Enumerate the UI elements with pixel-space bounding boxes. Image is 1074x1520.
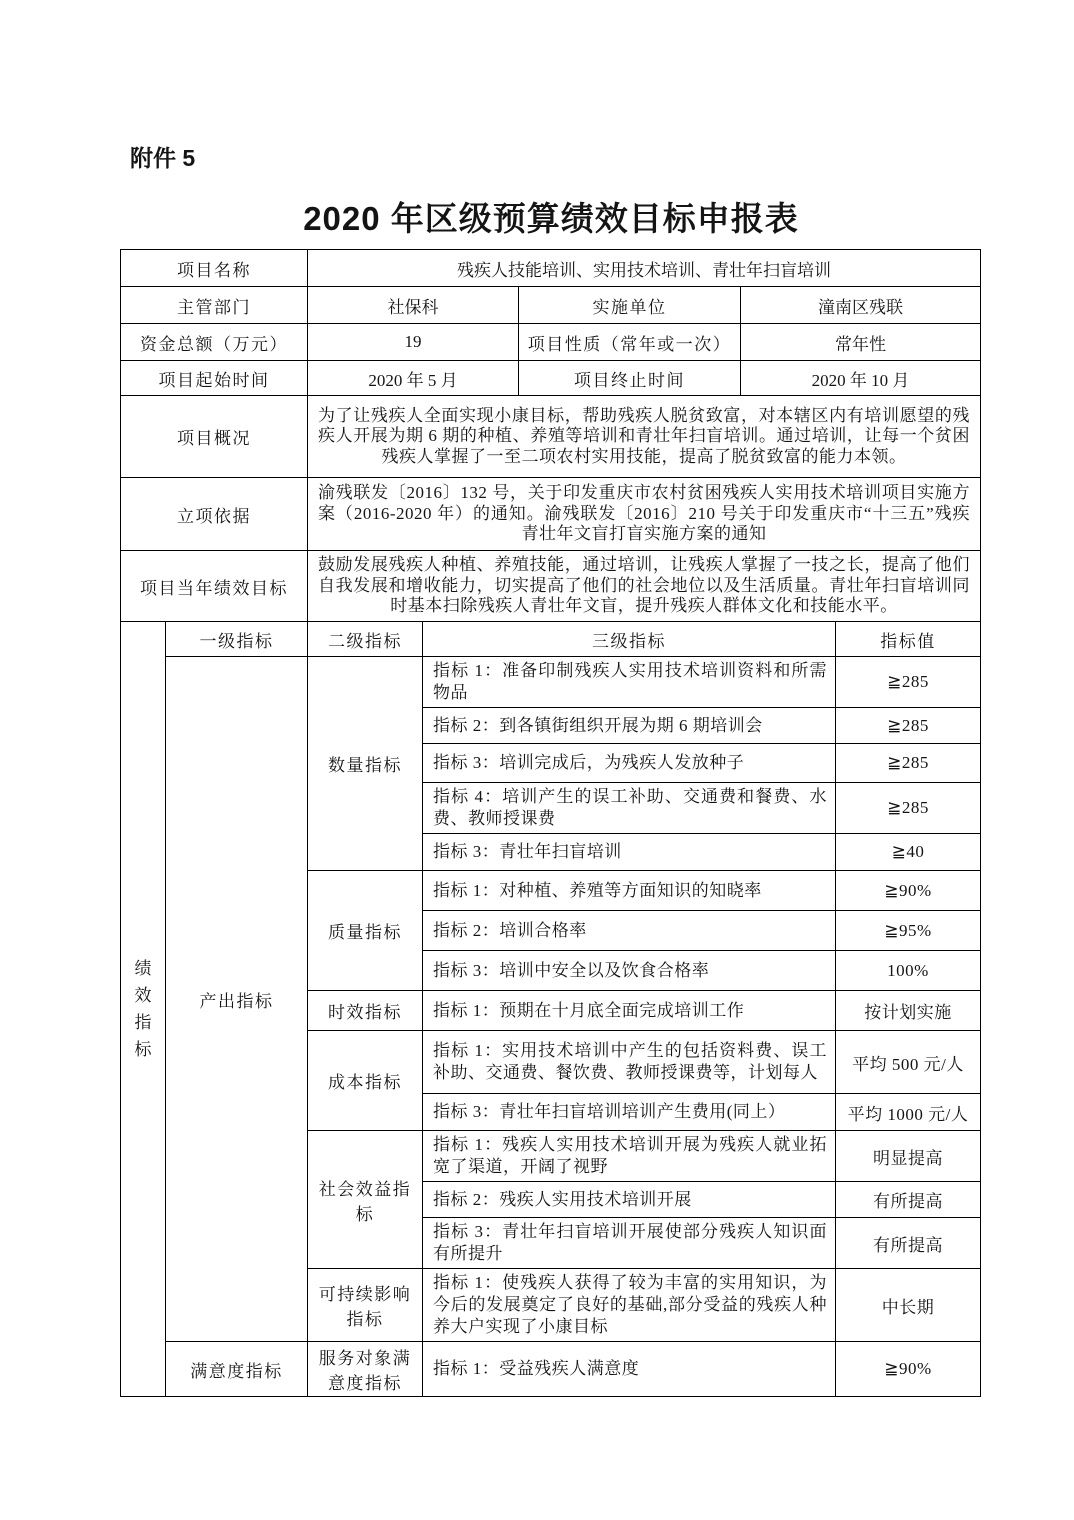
project-info-table [120,249,981,622]
indicator-value: ≧90% [836,871,981,911]
indicator-text: 指标 1：受益残疾人满意度 [423,1342,836,1397]
attachment-label: 附件 5 [130,145,196,171]
indicator-value: 平均 1000 元/人 [836,1094,981,1131]
row-basis [121,478,981,551]
value-header: 指标值 [836,622,981,657]
page-title: 2020 年区级预算绩效目标申报表 [303,200,799,237]
indicator-text: 指标 3：培训完成后，为残疾人发放种子 [423,744,836,783]
indicator-value: ≧90% [836,1342,981,1397]
indicator-value: 按计划实施 [836,991,981,1031]
indicator-text: 指标 3：青壮年扫盲培训培训产生费用(同上） [423,1094,836,1131]
indicator-value: 100% [836,951,981,991]
level3-header: 三级指标 [423,622,836,657]
indicators-header-row [121,622,981,657]
funding-value: 19 [308,324,519,361]
indicator-text: 指标 1：对种植、养殖等方面知识的知晓率 [423,871,836,911]
indicator-row [121,1342,981,1397]
indicator-value: ≧285 [836,708,981,744]
indicator-text: 指标 3：青壮年扫盲培训 [423,834,836,871]
indicator-value: ≧285 [836,744,981,783]
row-funding [121,324,981,361]
indicators-table [120,621,981,1397]
level2-header: 二级指标 [308,622,423,657]
indicator-text: 指标 1：准备印制残疾人实用技术培训资料和所需物品 [423,657,836,708]
indicator-value: 明显提高 [836,1131,981,1182]
indicator-text: 指标 1：预期在十月底全面完成培训工作 [423,991,836,1031]
basis-label: 立项依据 [121,478,308,551]
indicator-text: 指标 1：使残疾人获得了较为丰富的实用知识，为今后的发展奠定了良好的基础,部分受益的残疾人种养大户实现了小康目标 [423,1269,836,1342]
indicator-value: 有所提高 [836,1218,981,1269]
impl-unit-value: 潼南区残联 [741,287,981,324]
start-date-value: 2020 年 5 月 [308,361,519,396]
start-date-label: 项目起始时间 [121,361,308,396]
row-project-name [121,250,981,287]
level1-satisfaction-cell: 满意度指标 [166,1342,308,1397]
nature-label: 项目性质（常年或一次） [519,324,741,361]
nature-value: 常年性 [741,324,981,361]
indicator-text: 指标 3：青壮年扫盲培训开展使部分残疾人知识面有所提升 [423,1218,836,1269]
funding-label: 资金总额（万元） [121,324,308,361]
level2-quality-cell: 质量指标 [308,871,423,991]
level2-sustainability-cell: 可持续影响指标 [308,1269,423,1342]
level2-quantity-cell: 数量指标 [308,657,423,871]
indicator-value: ≧40 [836,834,981,871]
indicator-value: 有所提高 [836,1182,981,1218]
indicator-value: ≧95% [836,911,981,951]
row-department [121,287,981,324]
overview-label: 项目概况 [121,396,308,478]
row-annual-goal [121,551,981,622]
level2-cost-cell: 成本指标 [308,1031,423,1131]
project-name-value: 残疾人技能培训、实用技术培训、青壮年扫盲培训 [308,250,981,287]
row-overview [121,396,981,478]
indicator-text: 指标 4：培训产生的误工补助、交通费和餐费、水费、教师授课费 [423,783,836,834]
indicator-text: 指标 3：培训中安全以及饮食合格率 [423,951,836,991]
impl-unit-label: 实施单位 [519,287,741,324]
indicator-row [121,657,981,708]
indicator-text: 指标 2：培训合格率 [423,911,836,951]
level2-social-benefit-cell: 社会效益指标 [308,1131,423,1269]
indicator-text: 指标 2：到各镇街组织开展为期 6 期培训会 [423,708,836,744]
indicator-value: 中长期 [836,1269,981,1342]
annual-goal-label: 项目当年绩效目标 [121,551,308,622]
level2-service-satisfaction-cell: 服务对象满意度指标 [308,1342,423,1397]
indicator-text: 指标 1：残疾人实用技术培训开展为残疾人就业拓宽了渠道，开阔了视野 [423,1131,836,1182]
indicator-text: 指标 1：实用技术培训中产生的包括资料费、误工补助、交通费、餐饮费、教师授课费等，计划每人 [423,1031,836,1094]
department-value: 社保科 [308,287,519,324]
indicator-value: ≧285 [836,783,981,834]
indicator-value: 平均 500 元/人 [836,1031,981,1094]
annual-goal-text: 鼓励发展残疾人种植、养殖技能，通过培训，让残疾人掌握了一技之长，提高了他们自我发展和增收能力，切实提高了他们的社会地位以及生活质量。青壮年扫盲培训同时基本扫除残疾人青壮年文盲，提升残疾人群体文化和技能水平。 [308,551,981,622]
end-date-label: 项目终止时间 [519,361,741,396]
overview-text: 为了让残疾人全面实现小康目标，帮助残疾人脱贫致富，对本辖区内有培训愿望的残疾人开展为期 6 期的种植、养殖等培训和青壮年扫盲培训。通过培训，让每一个贫困残疾人掌握了一至二项农村实用技能，提高了脱贫致富的能力本领。 [308,396,981,478]
level1-output-cell: 产出指标 [166,657,308,1342]
level2-timeliness-cell: 时效指标 [308,991,423,1031]
end-date-value: 2020 年 10 月 [741,361,981,396]
basis-text: 渝残联发〔2016〕132 号，关于印发重庆市农村贫困残疾人实用技术培训项目实施方案（2016-2020 年）的通知。渝残联发〔2016〕210 号关于印发重庆市“十三五”残疾青壮年文盲打盲实施方案的通知 [308,478,981,551]
indicator-value: ≧285 [836,657,981,708]
level1-header: 一级指标 [166,622,308,657]
row-dates [121,361,981,396]
project-name-label: 项目名称 [121,250,308,287]
department-label: 主管部门 [121,287,308,324]
indicator-text: 指标 2：残疾人实用技术培训开展 [423,1182,836,1218]
performance-indicators-side-label: 绩效指标 [121,622,166,1397]
